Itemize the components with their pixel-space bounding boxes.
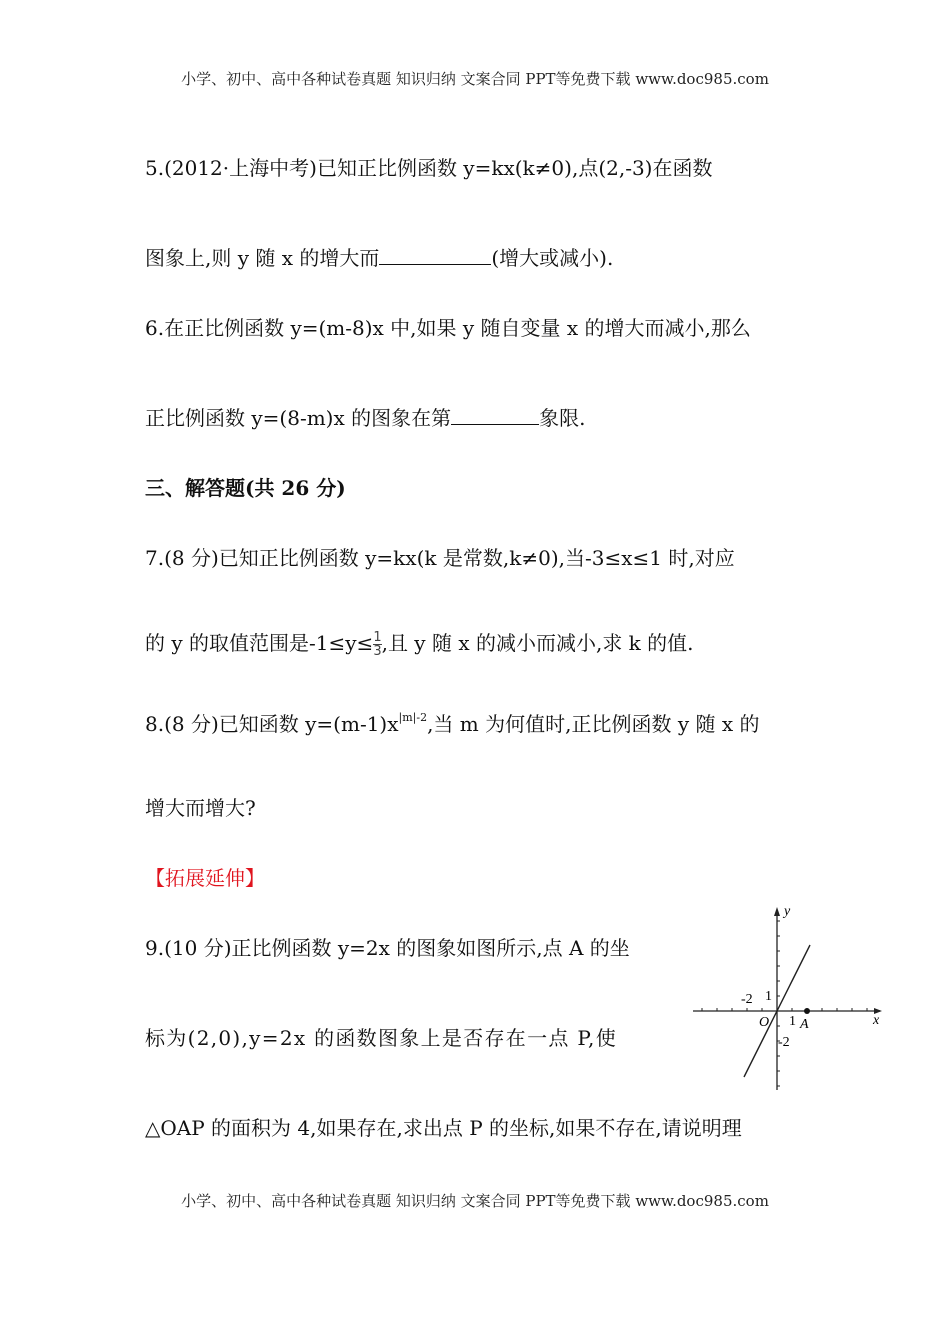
q5-text-b: (增大或减小). (491, 246, 614, 270)
fraction-denominator: 3 (373, 644, 382, 659)
q9-line3: △OAP 的面积为 4,如果存在,求出点 P 的坐标,如果不存在,请说明理 (145, 1116, 742, 1140)
x-tick-label-neg: -2 (741, 992, 753, 1007)
q5-answer-blank (379, 244, 491, 265)
y-tick-label-neg: -2 (778, 1035, 790, 1050)
section-heading: 三、解答题(共 26 分) (145, 476, 346, 500)
q7-line2 (145, 629, 694, 658)
q9-line2: 标为(2,0),y=2x 的函数图象上是否存在一点 P,使 (145, 1026, 618, 1050)
q6-text-b: 象限. (539, 406, 586, 430)
q8-text-a: 8.(8 分)已知函数 y=(m-1)x (145, 712, 399, 736)
y-axis-label: y (784, 904, 791, 919)
point-a (804, 1008, 810, 1014)
q8-text-b: ,当 m 为何值时,正比例函数 y 随 x 的 (427, 712, 760, 736)
q5-text-a: 图象上,则 y 随 x 的增大而 (145, 246, 380, 270)
q8-exponent: |m|-2 (398, 711, 428, 724)
origin-label: O (759, 1015, 770, 1030)
q6-line1: 6.在正比例函数 y=(m-8)x 中,如果 y 随自变量 x 的增大而减小,那么 (145, 316, 751, 340)
q5-line2 (145, 244, 613, 272)
point-a-label: A (800, 1017, 809, 1032)
y-tick-label-pos: 1 (765, 989, 772, 1004)
page-header: 小学、初中、高中各种试卷真题 知识归纳 文案合同 PPT等免费下载 www.doc985.com (181, 70, 769, 88)
page-footer: 小学、初中、高中各种试卷真题 知识归纳 文案合同 PPT等免费下载 www.doc985.com (181, 1192, 769, 1210)
q7-line1: 7.(8 分)已知正比例函数 y=kx(k 是常数,k≠0),当-3≤x≤1 时,对应 (145, 546, 735, 570)
q9-line1: 9.(10 分)正比例函数 y=2x 的图象如图所示,点 A 的坐 (145, 936, 630, 960)
fraction-numerator: 1 (373, 630, 382, 645)
q8-line1 (145, 704, 759, 738)
coordinate-graph (690, 895, 890, 1095)
x-axis-label: x (873, 1013, 880, 1028)
extension-heading: 【拓展延伸】 (145, 866, 265, 890)
q7-text-a: 的 y 的取值范围是-1≤y≤ (145, 631, 374, 655)
q6-text-a: 正比例函数 y=(8-m)x 的图象在第 (145, 406, 452, 430)
fraction (373, 631, 381, 658)
q6-line2 (145, 404, 585, 432)
q7-text-b: ,且 y 随 x 的减小而减小,求 k 的值. (381, 631, 694, 655)
q6-answer-blank (451, 404, 539, 425)
q8-line2: 增大而增大? (145, 796, 256, 820)
y-axis-arrow-icon (774, 907, 780, 916)
x-tick-label-pos: 1 (789, 1014, 796, 1029)
q5-line1: 5.(2012·上海中考)已知正比例函数 y=kx(k≠0),点(2,-3)在函数 (145, 156, 713, 180)
